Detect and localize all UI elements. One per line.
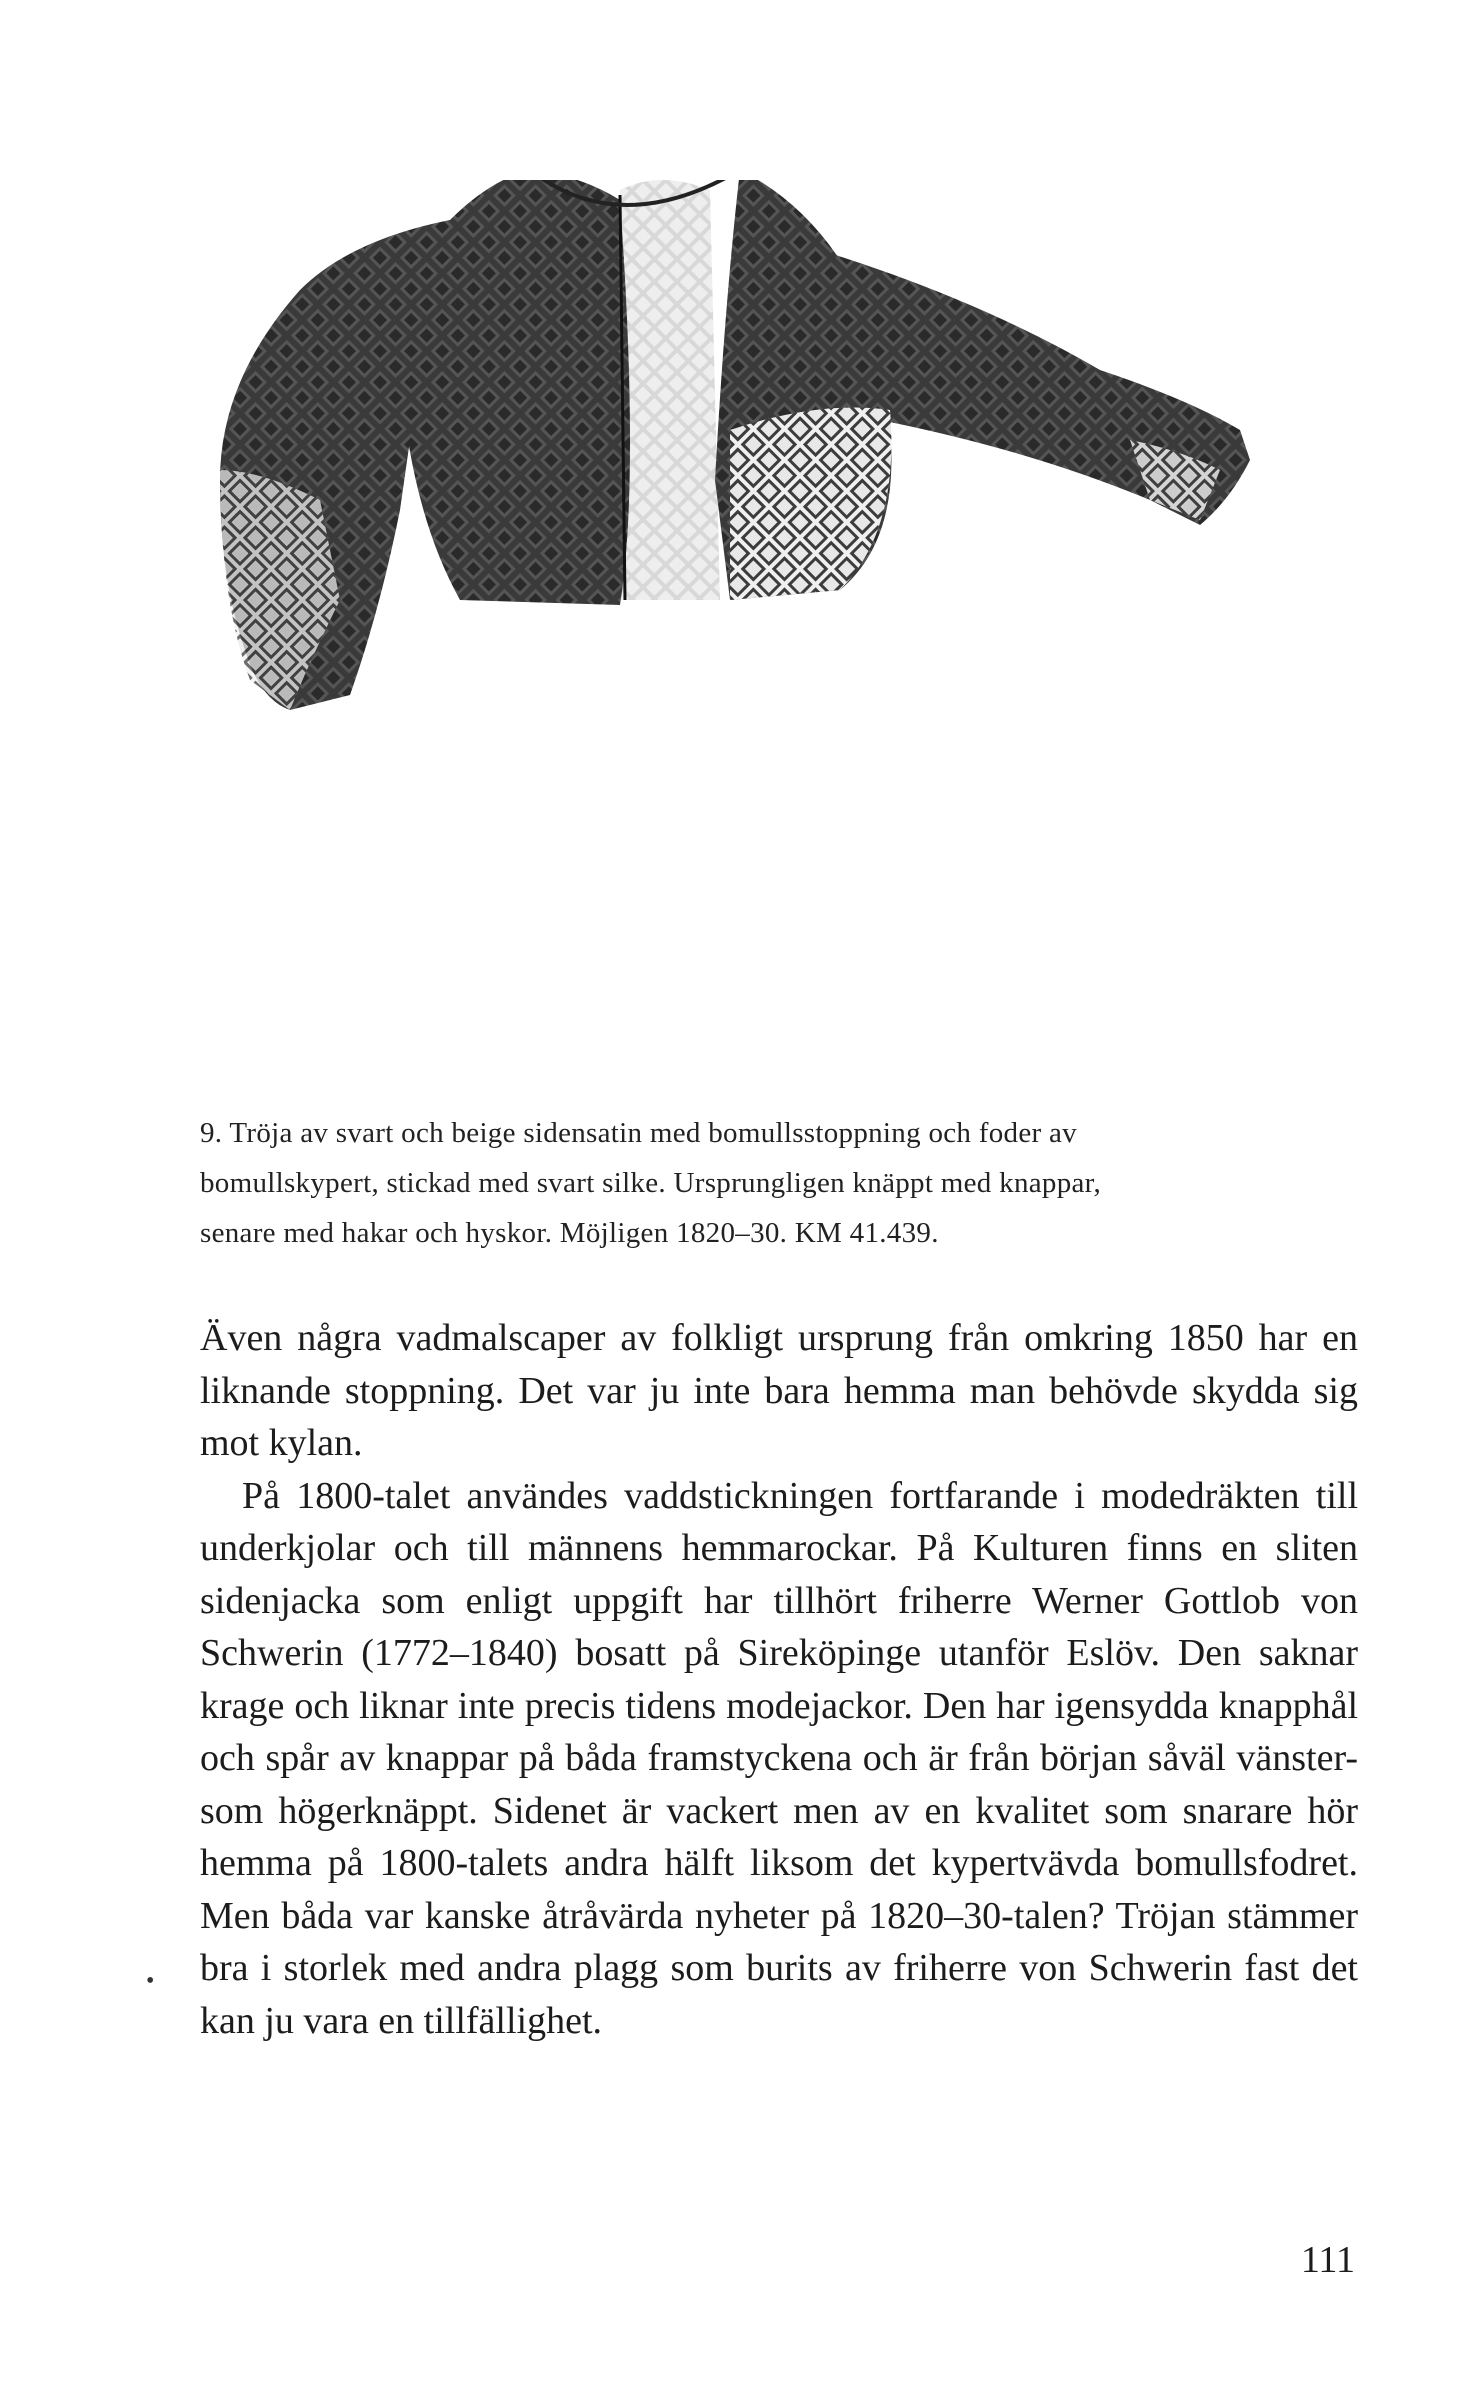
jacket-photograph bbox=[100, 180, 1360, 1080]
page-number: 111 bbox=[1300, 2239, 1355, 2281]
body-text bbox=[200, 1312, 1358, 2047]
caption-line: 9. Tröja av svart och beige sidensatin med bomullsstoppning och foder av bbox=[200, 1117, 1077, 1149]
figure-caption bbox=[200, 1108, 1358, 1258]
paragraph: Även några vadmalscaper av folkligt ursprung från omkring 1850 har en liknande stoppning. Det var ju inte bara hemma man behövde skydda sig mot kylan. bbox=[200, 1317, 1358, 1464]
margin-mark: • bbox=[146, 1968, 155, 1994]
caption-line: bomullskypert, stickad med svart silke. Ursprungligen knäppt med knappar, bbox=[200, 1167, 1102, 1199]
paragraph: På 1800-talet användes vaddstickningen fortfarande i modedräkten till underkjolar och till männens hemmarockar. På Kulturen finns en sliten sidenjacka som enligt uppgift har tillhört friherre Werner Gottlob von Schwerin (1772–1840) bosatt på Sireköpinge utanför Eslöv. Den saknar krage och liknar inte precis tidens modejackor. Den har igensydda knapphål och spår av knappar på båda framstyckena och är från början såväl vänster- som högerknäppt. Sidenet är vackert men av en kvalitet som snarare hör hemma på 1800-talets andra hälft liksom det kypertvävda bomullsfodret. Men båda var kanske åtråvärda nyheter på 1820–30-talen? Tröjan stämmer bra i storlek med andra plagg som burits av friherre von Schwerin fast det kan ju vara en tillfällighet. bbox=[200, 1474, 1358, 2042]
caption-line: senare med hakar och hyskor. Möjligen 1820–30. KM 41.439. bbox=[200, 1217, 939, 1249]
